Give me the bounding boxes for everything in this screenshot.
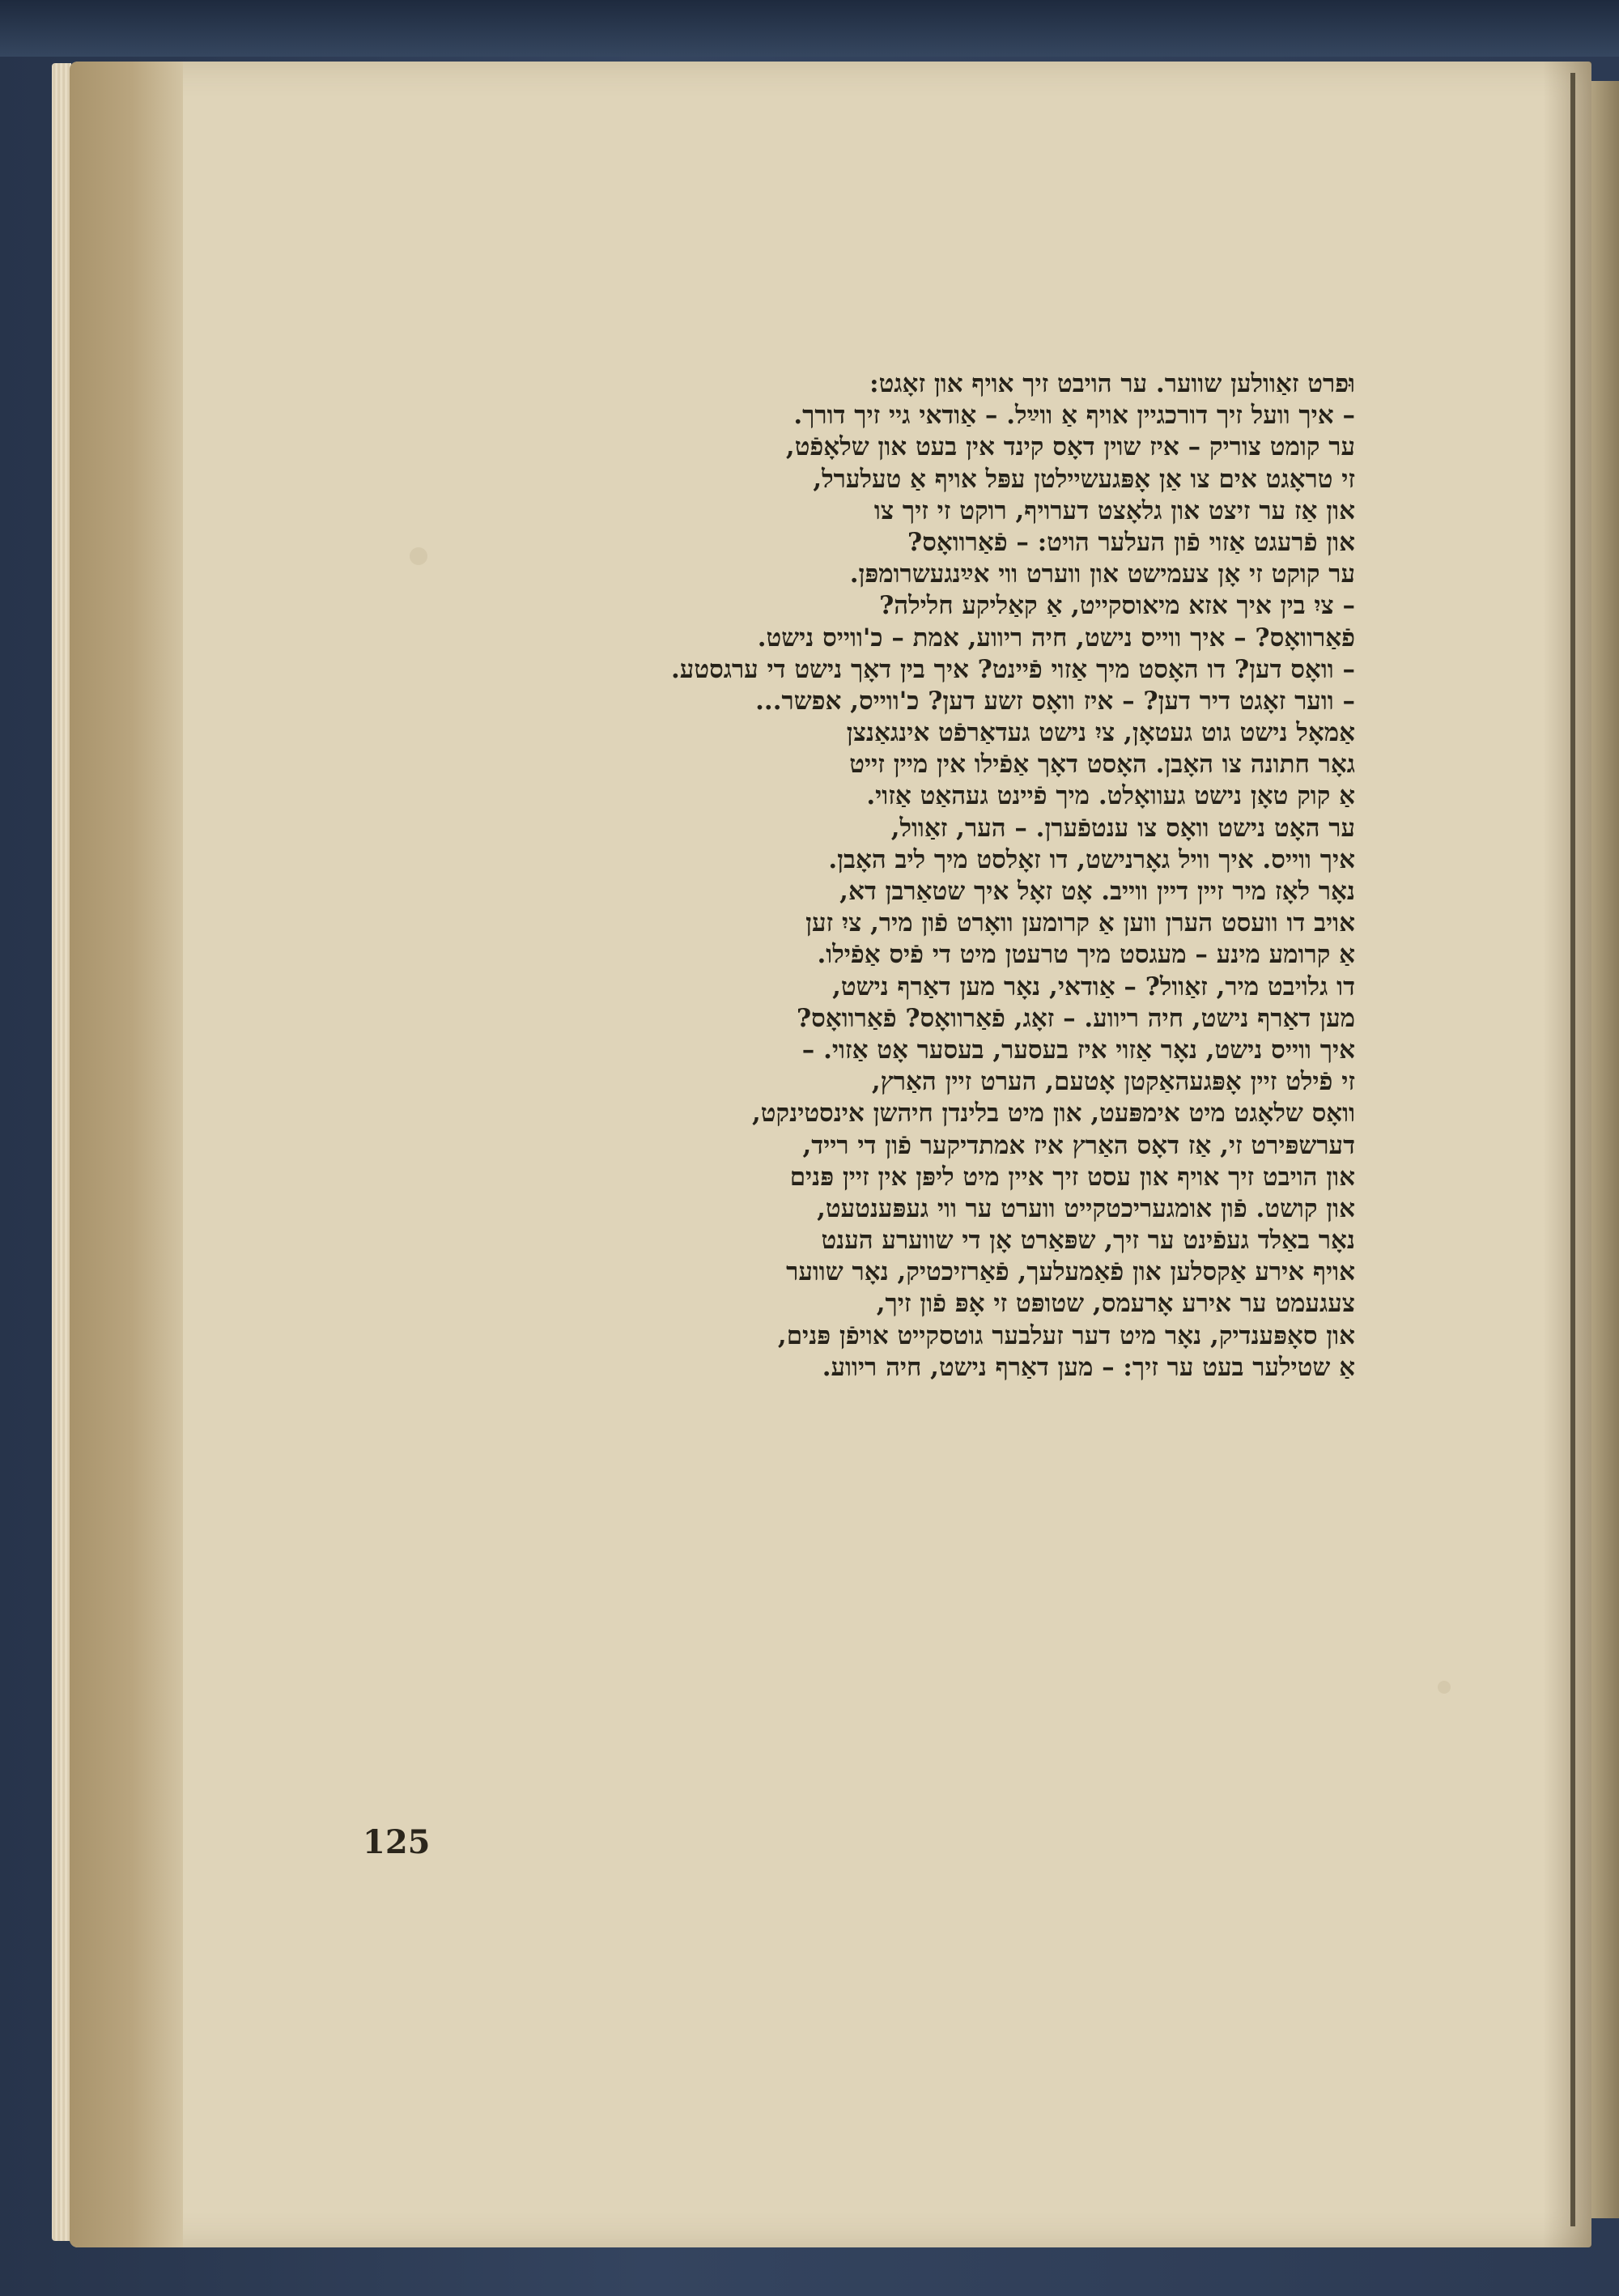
text-line: אַ קוק טאָן נישט געוואָלט. מיך פֿיינט געהאַט אַזוי. [866,781,1355,811]
text-line: – ציִ בין איך אזא מיאוסקייט, אַ קאַליקע חלילה? [879,591,1355,621]
paper-stain [1438,1681,1451,1694]
yiddish-text-body [295,368,1355,1384]
page-number: 125 [363,1823,431,1861]
text-line: וואָס שלאָגט מיט אימפּעט, און מיט בלינדן חיהשן אינסטינקט, [752,1099,1355,1129]
text-line: און פֿרעגט אַזוי פֿון העלער הויט: – פֿאַרוואָס? [907,527,1355,557]
text-line: אויב דו וועסט הערן ווען אַ קרומען וואָרט פֿון מיר, ציִ זען [805,908,1355,938]
page-gutter-shadow [70,62,183,2247]
book-spine-line [1570,73,1575,2226]
text-line: נאָר באַלד געפֿינט ער זיך, שפּאַרט אָן די שווערע הענט [821,1226,1355,1256]
text-line: גאָר חתונה צו האָבן. האָסט דאָך אַפֿילו אין מיין זייט [849,750,1355,780]
text-line: און אַז ער זיצט און גלאָצט דערויף, רוקט זי זיך צו [873,495,1355,525]
text-line: אויף אירע אַקסלען און פֿאַמעלעך, פֿאַרזיכטיק, נאָר שווער [786,1257,1355,1287]
text-line: – וואָס דען? דו האָסט מיך אַזוי פֿיינט? איך בין דאָך נישט די ערגסטע. [671,654,1355,684]
text-line: נאָר לאָז מיר זיין דיין ווייב. אָט זאָל איך שטאַרבן דא, [839,877,1355,906]
text-line: אַמאָל נישט גוט געטאָן, ציִ נישט געדאַרפֿט אינגאַנצן [846,718,1355,748]
text-line: ער קוקט זי אָן צעמישט און ווערט ווי אײַנגעשרומפּן. [849,559,1355,589]
text-line: און הויבט זיך אויף און עסט זיך איין מיט ליפּן אין זיין פּנים [789,1162,1355,1192]
text-line: אַ שטילער בעט ער זיך: – מען דאַרף נישט, חיה ריווע. [822,1352,1355,1382]
next-page-edge [1587,81,1619,2218]
book-cover-top-edge [0,0,1619,57]
text-line: ער האָט נישט וואָס צו ענטפֿערן. – הער, זאַוול, [890,813,1355,843]
text-line: צעגעמט ער אירע אָרעמס, שטופּט זי אָפּ פֿון זיך, [876,1289,1355,1319]
page-right-shade [1543,62,1591,2247]
text-line: ער קומט צוריק – איז שוין דאָס קינד אין בעט און שלאָפֿט, [785,432,1355,462]
text-line: וּפרט זאַוולען שווער. ער הויבט זיך אויף און זאָגט: [869,369,1355,398]
text-line: – ווער זאָגט דיר דען? – איז וואָס זשע דען? כ'ווייס, אפשר... [755,686,1355,716]
text-line: – איך וועל זיך דורכגיין אויף אַ ווײַל. – אַודאי גיי זיך דורך. [793,401,1355,431]
text-line: און קושט. פֿון אומגעריכטקייט ווערט ער ווי געפּענטעט, [817,1193,1355,1223]
page-edge-stack [52,63,71,2241]
text-line: און סאָפּענדיק, נאָר מיט דער זעלבער גוטסקייט אויפֿן פּנים, [777,1320,1355,1350]
text-line: דו גלויבט מיר, זאַוול? – אַודאי, נאָר מען דאַרף נישט, [832,972,1355,1001]
text-line: זי פֿילט זיין אָפּגעהאַקטן אָטעם, הערט זיין האַרץ, [871,1067,1355,1097]
text-line: מען דאַרף נישט, חיה ריווע. – זאָג, פֿאַרוואָס? פֿאַרוואָס? [797,1003,1355,1033]
text-line: זי טראָגט אים צו אַן אָפּגעשיילטן עפּל אויף אַ טעלערל, [813,464,1355,494]
text-line: דערשפּירט זי, אַז דאָס האַרץ איז אמתדיקער פֿון די רייד, [802,1130,1355,1160]
text-line: פֿאַרוואָס? – איך ווייס נישט, חיה ריווע, אמת – כ'ווייס נישט. [757,623,1355,653]
text-line: איך ווייס נישט, נאָר אַזוי איז בעסער, בעסער אָט אַזוי. – [801,1035,1355,1065]
text-line: איך ווייס. איך וויל גאָרנישט, דו זאָלסט מיך ליב האָבן. [828,844,1355,874]
text-line: אַ קרומע מינע – מעגסט מיך טרעטן מיט די פֿיס אַפֿילו. [817,940,1355,970]
